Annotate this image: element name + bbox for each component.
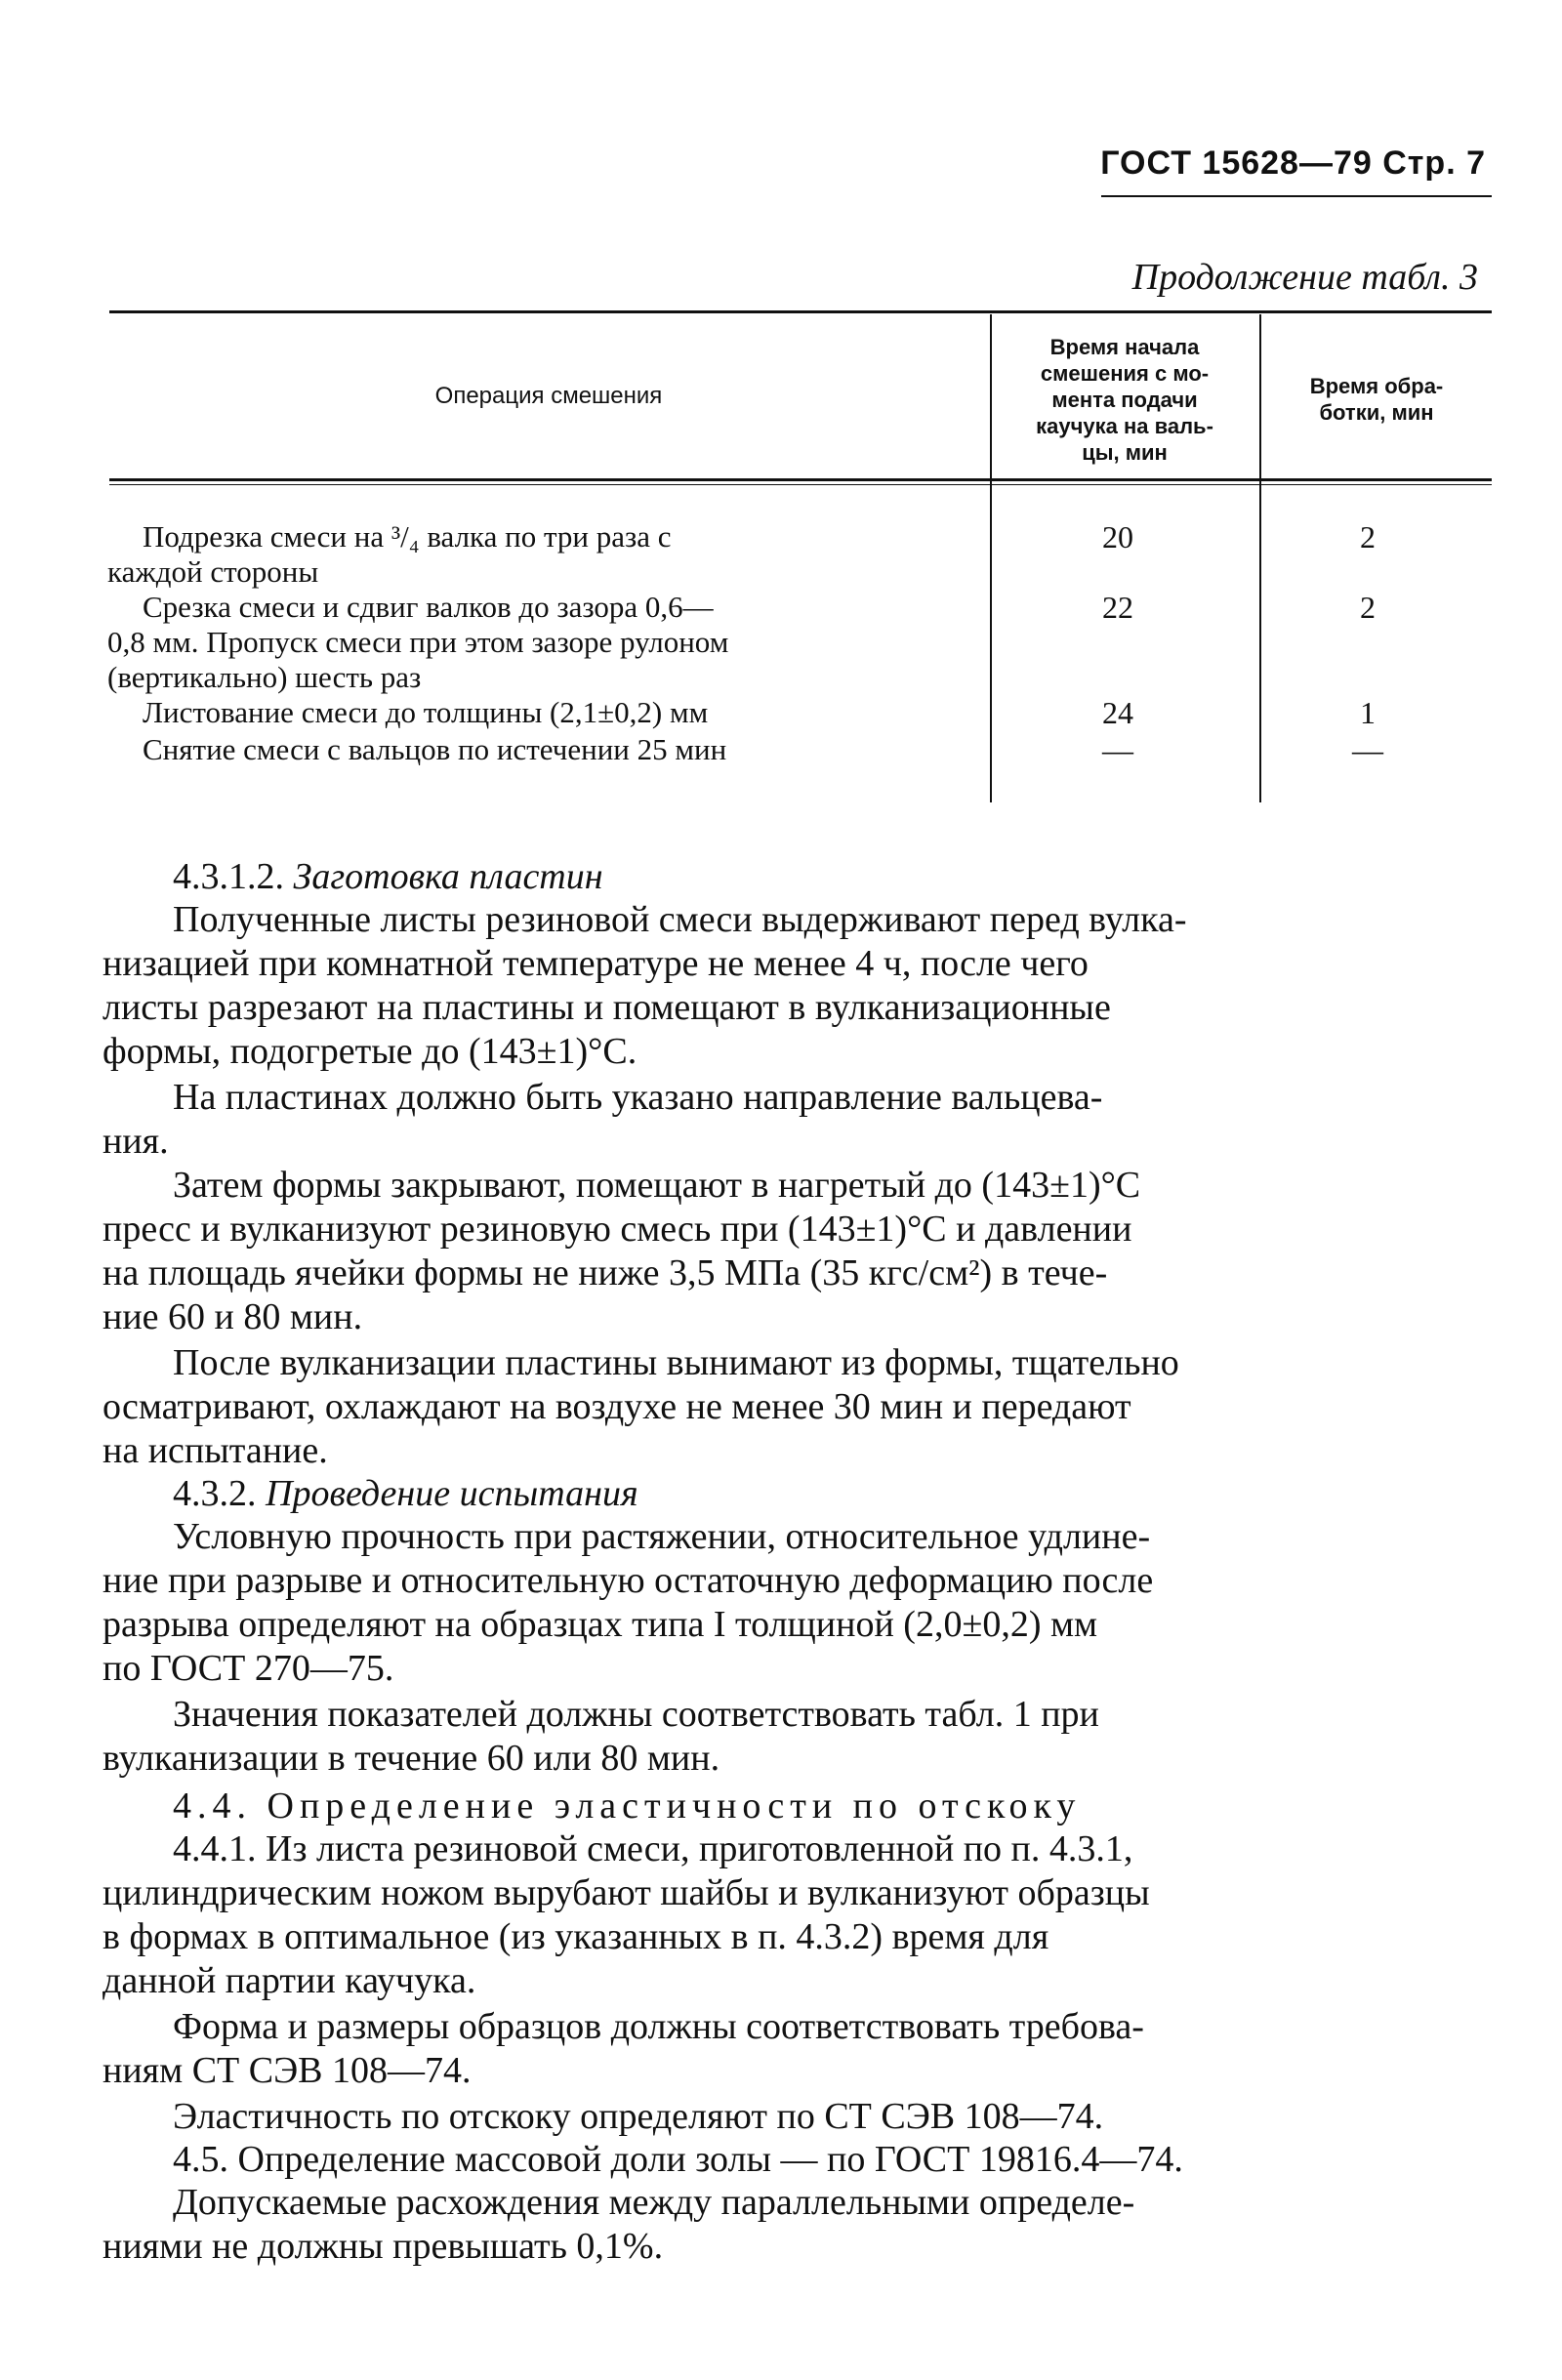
paragraph-elasticity (103, 2095, 1481, 2139)
paragraph-line: разрыва определяют на образцах типа I толщиной (2,0±0,2) мм (103, 1604, 1098, 1645)
section-title: Заготовка пластин (293, 856, 603, 897)
paragraph-line: данной партии каучука. (103, 1960, 476, 2001)
paragraph-line: листы разрезают на пластины и помещают в вулканизационные (103, 987, 1111, 1028)
column-header-start-time-line: мента подачи (1051, 388, 1198, 412)
paragraph-line: Эластичность по отскоку определяют по СТ СЭВ 108—74. (173, 2096, 1104, 2137)
paragraph-line: формы, подогретые до (143±1)°С. (103, 1031, 637, 1072)
paragraph-line: Допускаемые расхождения между параллельными определе- (173, 2182, 1135, 2223)
paragraph-line: ние при разрыве и относительную остаточную деформацию после (103, 1560, 1154, 1601)
paragraph-form-size (103, 2005, 1481, 2093)
table-continuation-label: Продолжение табл. 3 (1131, 257, 1478, 298)
paragraph-line: цилиндрическим ножом вырубают шайбы и вулканизуют образцы (103, 1872, 1150, 1913)
table-cell-start: 22 (1102, 590, 1133, 625)
section-number: 4.3.1.2. (173, 856, 284, 897)
table-cell-line: каждой стороны (107, 554, 319, 589)
paragraph-line: Значения показателей должны соответствовать табл. 1 при (173, 1694, 1099, 1735)
paragraph-line: Условную прочность при растяжении, относительное удлине- (173, 1516, 1151, 1557)
table-cell-start: 20 (1102, 519, 1133, 554)
paragraph-line: 4.4.1. Из листа резиновой смеси, приготовленной по п. 4.3.1, (173, 1828, 1133, 1869)
paragraph-line: ниям СТ СЭВ 108—74. (103, 2050, 472, 2091)
table-cell-line: Срезка смеси и сдвиг валков до зазора 0,6— (143, 590, 714, 624)
section-title: 4.4. Определение эластичности по отскоку (173, 1785, 1082, 1826)
paragraph-line: на площадь ячейки формы не ниже 3,5 МПа (35 кгс/см²) в тече- (103, 1252, 1108, 1293)
table-cell-duration: 2 (1360, 519, 1376, 554)
paragraph-line: низацией при комнатной температуре не менее 4 ч, после чего (103, 943, 1089, 984)
table-cell-line: 0,8 мм. Пропуск смеси при этом зазоре рулоном (107, 625, 729, 659)
paragraph-line: ния. (103, 1121, 169, 1162)
table-row-operation (143, 695, 953, 730)
paragraph-vulcanization (103, 1164, 1481, 1339)
paragraph-line: пресс и вулканизуют резиновую смесь при (143±1)°С и давлении (103, 1209, 1132, 1250)
table-cell-duration: — (1352, 732, 1383, 767)
section-title: Проведение испытания (266, 1473, 638, 1514)
paragraph-line: Форма и размеры образцов должны соответствовать требова- (173, 2006, 1144, 2047)
column-header-operation: Операция смешения (434, 383, 663, 409)
section-4-5 (103, 2138, 1481, 2182)
section-number: 4.3.2. (173, 1473, 257, 1514)
paragraph-line: ниями не должны превышать 0,1%. (103, 2226, 664, 2267)
paragraph-line: на испытание. (103, 1430, 328, 1471)
paragraph-line: по ГОСТ 270—75. (103, 1648, 394, 1689)
paragraph-values (103, 1693, 1481, 1781)
paragraph-blanks (103, 898, 1481, 1074)
table-row-operation (107, 519, 953, 590)
paragraph-line: На пластинах должно быть указано направление вальцева- (173, 1077, 1103, 1118)
paragraph-tolerance (103, 2181, 1481, 2269)
table-header-rule-thin (109, 484, 1492, 485)
paragraph-line: осматривают, охлаждают на воздухе не менее 30 мин и передают (103, 1386, 1131, 1427)
section-4-3-1-2-heading (103, 855, 1481, 899)
column-header-duration-line: ботки, мин (1319, 400, 1434, 425)
table-top-rule (109, 310, 1492, 313)
table-cell-start: — (1102, 732, 1133, 767)
table-row-operation (143, 732, 953, 767)
paragraph-tensile (103, 1515, 1481, 1691)
column-header-duration (1261, 373, 1492, 426)
table-cell-line: Подрезка смеси на ³/₄ валка по три раза с (143, 519, 672, 554)
table-cell-duration: 1 (1360, 695, 1376, 730)
paragraph-line: Полученные листы резиновой смеси выдерживают перед вулка- (173, 899, 1187, 940)
table-cell-duration: 2 (1360, 590, 1376, 625)
column-header-start-time-line: каучука на валь- (1036, 414, 1213, 438)
paragraph-direction (103, 1076, 1481, 1164)
table-header-rule (109, 478, 1492, 481)
column-header-start-time-line: смешения с мо- (1040, 361, 1210, 386)
section-4-3-2-heading (103, 1472, 1481, 1516)
paragraph-line: 4.5. Определение массовой доли золы — по ГОСТ 19816.4—74. (173, 2139, 1183, 2180)
column-header-start-time-line: Время начала (1049, 335, 1200, 359)
table-cell-line: (вертикально) шесть раз (107, 660, 422, 694)
table-cell-start: 24 (1102, 695, 1133, 730)
table-cell-line: Снятие смеси с вальцов по истечении 25 мин (143, 732, 727, 766)
column-header-duration-line: Время обра- (1309, 374, 1444, 398)
paragraph-line: в формах в оптимальное (из указанных в п. 4.3.2) время для (103, 1916, 1049, 1957)
paragraph-4-4-1 (103, 1827, 1481, 2003)
column-header-start-time-line: цы, мин (1082, 440, 1168, 465)
section-4-4-heading (103, 1785, 1481, 1828)
paragraph-line: ние 60 и 80 мин. (103, 1296, 363, 1337)
paragraph-line: Затем формы закрывают, помещают в нагретый до (143±1)°С (173, 1165, 1141, 1206)
column-header-start-time (992, 334, 1257, 466)
paragraph-line: После вулканизации пластины вынимают из формы, тщательно (173, 1342, 1179, 1383)
paragraph-line: вулканизации в течение 60 или 80 мин. (103, 1738, 720, 1779)
page-header-code: ГОСТ 15628—79 Стр. 7 (1100, 144, 1486, 182)
header-underline (1101, 195, 1492, 197)
table-cell-line: Листование смеси до толщины (2,1±0,2) мм (143, 695, 709, 729)
paragraph-after-vulcanization (103, 1341, 1481, 1473)
table-row-operation (107, 590, 953, 695)
